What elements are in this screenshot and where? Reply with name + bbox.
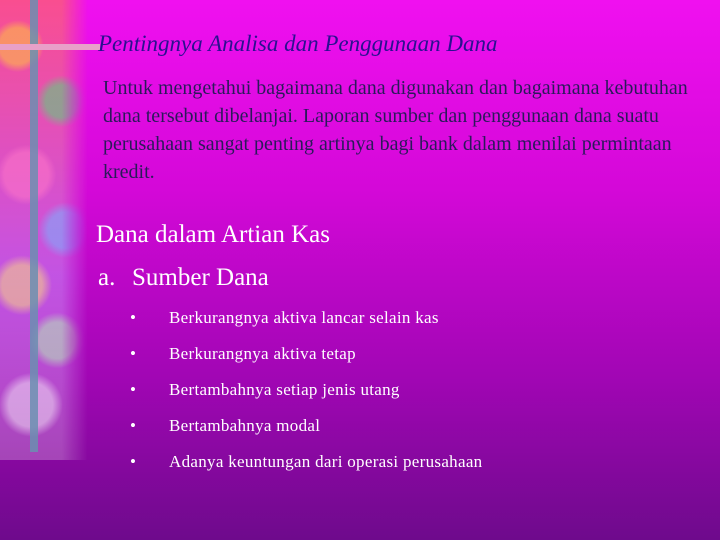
bullet-list: [130, 300, 482, 480]
decorative-horizontal-bar: [0, 44, 100, 50]
bullet-item: [130, 408, 482, 444]
subsection-label: Sumber Dana: [132, 264, 269, 291]
bullet-symbol: •: [130, 308, 137, 327]
bullet-text: Berkurangnya aktiva tetap: [169, 344, 356, 363]
bullet-text: Adanya keuntungan dari operasi perusahaan: [169, 452, 483, 471]
bullet-symbol: •: [130, 452, 137, 471]
intro-paragraph: Untuk mengetahui bagaimana dana digunakan dan bagaimana kebutuhan dana tersebut dibelanjai. Laporan sumber dan penggunaan dana suatu perusahaan sangat penting artinya bagi bank dalam menilai permintaan kredit.: [103, 77, 688, 183]
decorative-vertical-bar: [30, 0, 38, 452]
bullet-text: Berkurangnya aktiva lancar selain kas: [169, 308, 439, 327]
bullet-item: [130, 300, 482, 336]
bullet-item: [130, 444, 482, 480]
bullet-symbol: •: [130, 344, 137, 363]
decorative-texture-strip: [0, 0, 88, 460]
subsection-marker: a.: [98, 264, 116, 291]
bullet-text: Bertambahnya setiap jenis utang: [169, 380, 400, 399]
bullet-text: Bertambahnya modal: [169, 416, 321, 435]
bullet-symbol: •: [130, 380, 137, 399]
section-heading: Dana dalam Artian Kas: [96, 221, 330, 248]
bullet-symbol: •: [130, 416, 137, 435]
bullet-item: [130, 372, 482, 408]
bullet-item: [130, 336, 482, 372]
slide-title: Pentingnya Analisa dan Penggunaan Dana: [98, 31, 498, 56]
subsection-heading: [98, 264, 269, 292]
